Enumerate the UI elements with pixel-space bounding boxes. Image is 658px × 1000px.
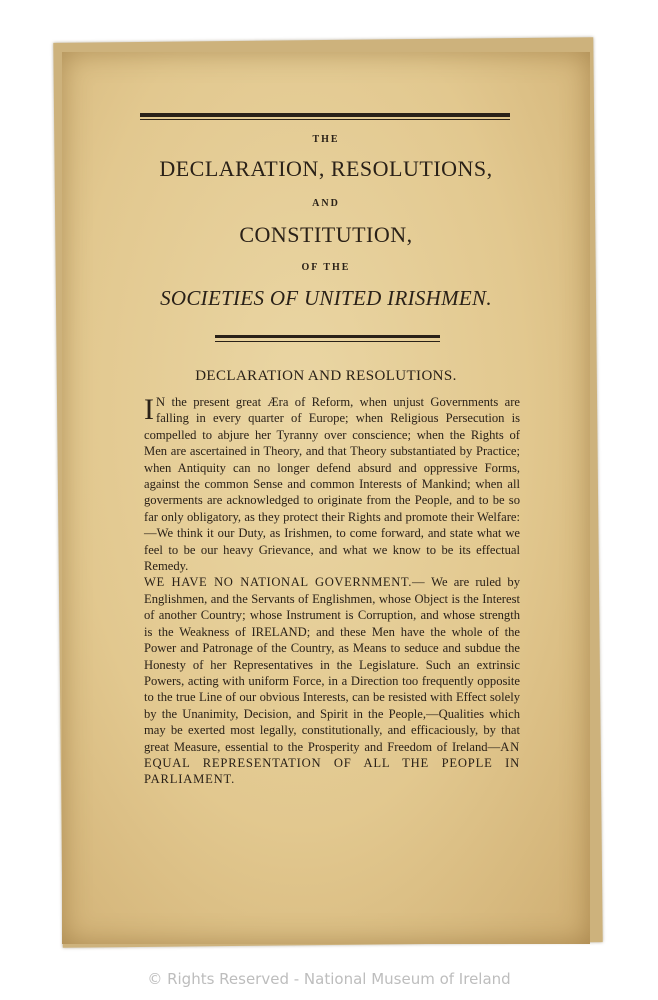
heading-of-the: OF THE bbox=[301, 262, 351, 273]
paragraph-2-heading: WE HAVE NO NATIONAL GOVERNMENT.— bbox=[144, 575, 426, 590]
middle-rule-thin bbox=[215, 341, 440, 342]
copyright-credit: © Rights Reserved - National Museum of Ireland bbox=[147, 970, 511, 988]
paragraph-1 bbox=[144, 394, 520, 574]
drop-cap: I bbox=[144, 393, 154, 426]
heading-and: AND bbox=[312, 198, 340, 209]
heading-the: THE bbox=[312, 134, 340, 145]
paragraph-2-closing: AN EQUAL REPRESENTATION OF ALL THE PEOPLE IN PARLIAMENT. bbox=[144, 739, 520, 787]
paragraph-2-text: We are ruled by Englishmen, and the Servants of Englishmen, whose Object is the Interest of another Country; whose Instrument is Corruption, and whose strength is the Weakness of IRELAND; and these Men have the whole of the Power and Patronage of the Country, as Means to seduce and subdue the Honesty of her Representatives in the Legislature. Such an extrinsic Powers, acting with uniform Force, in a Direction too frequently opposite to the true Line of our obvious Interests, can be resisted with Effect solely by the Unanimity, Decision, and Spirit in the People,—Qualities which may be exerted most legally, constitutionally, and efficaciously, by that great Measure, essential to the Prosperity and Freedom of Ireland— bbox=[144, 575, 520, 754]
paragraph-1-text: N the present great Æra of Reform, when unjust Governments are falling in every quarter of Europe; when Religious Persecution is compelled to abjure her Tyranny over conscience; when the Rights of Men are ascertained in Theory, and that Theory substantiated by Practice; when Antiquity can no longer defend absurd and oppressive Forms, against the common Sense and common Interests of Mankind; when all goverments are acknowledged to originate from the People, and to be so far only obligatory, as they protect their Rights and promote their Welfare:—We think it our Duty, as Irishmen, to come forward, and state what we feel to be our heavy Grievance, and what we know to be its effectual Remedy. bbox=[144, 395, 520, 574]
title-constitution: CONSTITUTION, bbox=[239, 222, 413, 247]
paragraph-2 bbox=[144, 574, 520, 787]
title-declaration: DECLARATION, RESOLUTIONS, bbox=[159, 156, 493, 181]
section-heading: DECLARATION AND RESOLUTIONS. bbox=[195, 368, 457, 384]
title-societies: SOCIETIES OF UNITED IRISHMEN. bbox=[160, 286, 492, 310]
middle-rule bbox=[215, 335, 440, 338]
top-rule-thin bbox=[140, 119, 510, 120]
body-text bbox=[144, 394, 520, 788]
top-rule bbox=[140, 113, 510, 117]
document-page bbox=[62, 52, 590, 944]
